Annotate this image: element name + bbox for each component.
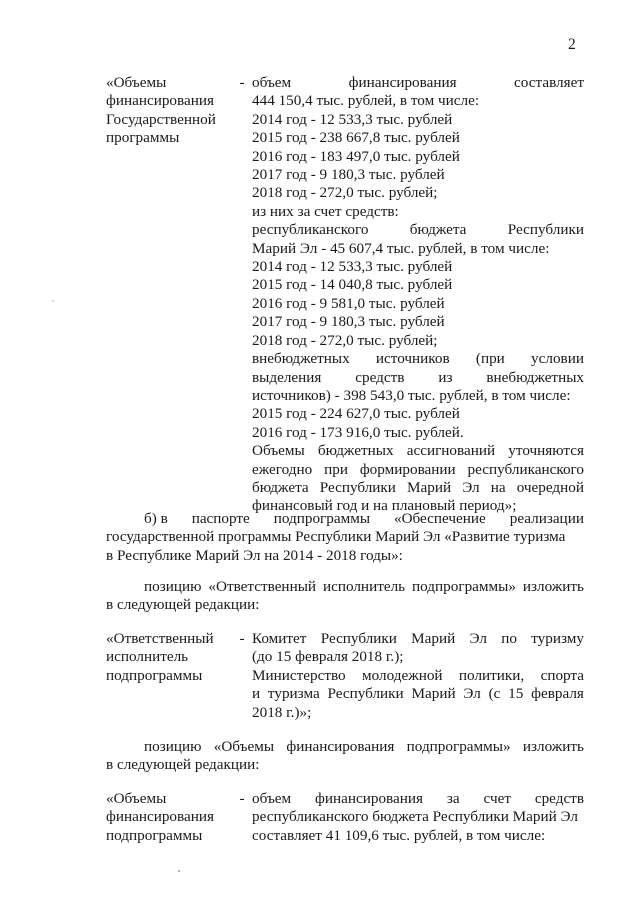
word: «Объемы xyxy=(213,738,275,755)
value-line: 2017 год - 9 180,3 тыс. рублей xyxy=(252,313,445,331)
word: Марий xyxy=(411,685,456,703)
justified-line xyxy=(252,350,584,368)
word: Республики xyxy=(319,478,396,496)
justified-line xyxy=(252,369,584,387)
value-line: 2016 год - 9 581,0 тыс. рублей xyxy=(252,294,445,312)
label-line: «Объемы xyxy=(106,790,167,807)
value-line: 2014 год - 12 533,3 тыс. рублей xyxy=(252,258,453,276)
value-line: 2017 год - 9 180,3 тыс. рублей xyxy=(252,166,445,184)
word: ежегодно xyxy=(252,460,313,478)
word: ассигнований xyxy=(406,442,496,460)
para-line: государственной программы Республики Марий Эл «Развитие туризма xyxy=(106,528,566,546)
word: изложить xyxy=(522,738,584,755)
label-line: Государственной xyxy=(106,110,216,128)
justified-line xyxy=(252,74,584,92)
word: политики, xyxy=(458,666,525,684)
word: позицию xyxy=(144,578,202,595)
value-line: 2018 год - 272,0 тыс. рублей; xyxy=(252,184,438,202)
word: республиканского xyxy=(467,460,584,478)
label-line: «Объемы xyxy=(106,74,167,91)
word: условии xyxy=(531,350,584,368)
word: позицию xyxy=(144,738,202,755)
justified-line xyxy=(106,578,584,596)
financing-program-label xyxy=(106,74,232,148)
value-line: 2014 год - 12 533,3 тыс. рублей xyxy=(252,110,453,128)
word: финансирования xyxy=(286,738,395,755)
word: (с xyxy=(488,685,501,703)
word: Объемы xyxy=(252,442,305,460)
word: очередной xyxy=(516,478,584,496)
word: паспорте xyxy=(191,510,250,527)
label-line: программы xyxy=(106,129,180,147)
para-line: в следующей редакции: xyxy=(106,596,260,614)
value-line: финансовый год и на плановый период»; xyxy=(252,497,517,515)
scan-speck xyxy=(52,300,54,302)
word: Марий xyxy=(407,478,452,496)
financing-subprogram-value xyxy=(252,790,584,845)
word: туризму xyxy=(531,630,584,647)
paragraph-b xyxy=(106,510,584,565)
word: Республики xyxy=(507,221,584,239)
paragraph-position-responsible xyxy=(106,578,584,615)
word: по xyxy=(501,630,517,647)
word: финансирования xyxy=(315,790,424,807)
page-number: 2 xyxy=(568,36,576,53)
word: Комитет xyxy=(252,630,307,647)
financing-program-value xyxy=(252,74,584,516)
word: подпрограммы» xyxy=(406,738,511,755)
word: Эл xyxy=(469,630,487,647)
justified-line xyxy=(252,479,584,497)
separator-dash: - xyxy=(239,74,245,91)
word: средств xyxy=(534,790,584,807)
word: реализации xyxy=(509,510,584,527)
value-line: 2018 год - 272,0 тыс. рублей; xyxy=(252,331,438,349)
word: 15 xyxy=(508,685,524,703)
value-line: (до 15 февраля 2018 г.); xyxy=(252,648,404,666)
value-line: 2015 год - 224 627,0 тыс. рублей xyxy=(252,405,460,423)
justified-line xyxy=(252,630,584,648)
word: туризма xyxy=(267,685,320,703)
justified-line xyxy=(252,685,584,703)
word: источников xyxy=(375,350,450,368)
word: финансирования xyxy=(348,74,457,91)
word: Республики xyxy=(320,630,397,647)
justified-line xyxy=(106,510,584,528)
label-line: «Ответственный xyxy=(106,630,214,647)
word: составляет xyxy=(514,74,584,91)
value-line: 444 150,4 тыс. рублей, в том числе: xyxy=(252,92,480,110)
value-line: составляет 41 109,6 тыс. рублей, в том числе: xyxy=(252,826,546,844)
word: и xyxy=(252,685,261,703)
word: из xyxy=(438,368,453,386)
value-line: из них за счет средств: xyxy=(252,202,399,220)
word: республиканского xyxy=(252,221,369,239)
scan-speck xyxy=(178,870,180,872)
word: бюджета xyxy=(252,478,309,496)
word: внебюджетных xyxy=(252,350,350,368)
word: объем xyxy=(252,74,292,91)
word: Марий xyxy=(411,630,456,647)
word: «Ответственный xyxy=(208,578,317,595)
word: бюджетных xyxy=(317,442,394,460)
label-line: подпрограммы xyxy=(106,826,203,844)
justified-line xyxy=(252,461,584,479)
value-line: источников) - 398 543,0 тыс. рублей, в том числе: xyxy=(252,386,571,404)
value-line: 2016 год - 173 916,0 тыс. рублей. xyxy=(252,423,464,441)
value-line: Марий Эл - 45 607,4 тыс. рублей, в том числе: xyxy=(252,239,550,257)
word: февраля xyxy=(531,685,584,703)
label-line: финансирования xyxy=(106,808,214,826)
justified-line xyxy=(252,221,584,239)
label-line: финансирования xyxy=(106,92,214,110)
word: при xyxy=(324,460,348,478)
word: спорта xyxy=(540,666,584,684)
word: на xyxy=(490,478,506,496)
word: средств xyxy=(355,368,405,386)
word: формировании xyxy=(359,460,456,478)
paragraph-position-financing xyxy=(106,738,584,775)
value-line: 2018 г.)»; xyxy=(252,703,312,721)
word: исполнитель xyxy=(322,578,406,595)
financing-subprogram-block xyxy=(106,790,584,848)
justified-line xyxy=(252,667,584,685)
label-line: исполнитель xyxy=(106,648,189,666)
word: Эл xyxy=(463,685,481,703)
word: «Обеспечение xyxy=(393,510,486,527)
justified-line xyxy=(252,442,584,460)
word: объем xyxy=(252,790,292,807)
responsible-executor-label xyxy=(106,630,232,685)
financing-subprogram-label xyxy=(106,790,232,845)
word: (при xyxy=(475,350,505,368)
word: подпрограммы xyxy=(273,510,371,527)
financing-program-block xyxy=(106,74,584,515)
justified-line xyxy=(252,790,584,808)
word: выделения xyxy=(252,368,322,386)
responsible-executor-value xyxy=(252,630,584,722)
para-line: в Республике Марий Эл на 2014 - 2018 годы»: xyxy=(106,546,403,564)
label-line: подпрограммы xyxy=(106,666,203,684)
word: б) в xyxy=(144,510,168,527)
separator-dash: - xyxy=(239,630,245,647)
para-line: в следующей редакции: xyxy=(106,756,260,774)
value-line: республиканского бюджета Республики Марий Эл xyxy=(252,808,578,826)
word: уточняются xyxy=(508,442,584,460)
word: бюджета xyxy=(409,221,467,239)
word: счет xyxy=(483,790,511,807)
responsible-executor-block xyxy=(106,630,584,724)
word: Министерство xyxy=(252,666,346,684)
word: внебюджетных xyxy=(486,368,584,386)
justified-line xyxy=(106,738,584,756)
value-line: 2015 год - 14 040,8 тыс. рублей xyxy=(252,276,453,294)
value-line: 2016 год - 183 497,0 тыс. рублей xyxy=(252,147,460,165)
word: Республики xyxy=(327,685,404,703)
separator-dash: - xyxy=(239,790,245,807)
word: за xyxy=(446,790,460,807)
word: Эл xyxy=(462,478,480,496)
value-line: 2015 год - 238 667,8 тыс. рублей xyxy=(252,129,460,147)
word: изложить xyxy=(522,578,584,595)
word: молодежной xyxy=(362,666,443,684)
word: подпрограммы» xyxy=(412,578,516,595)
